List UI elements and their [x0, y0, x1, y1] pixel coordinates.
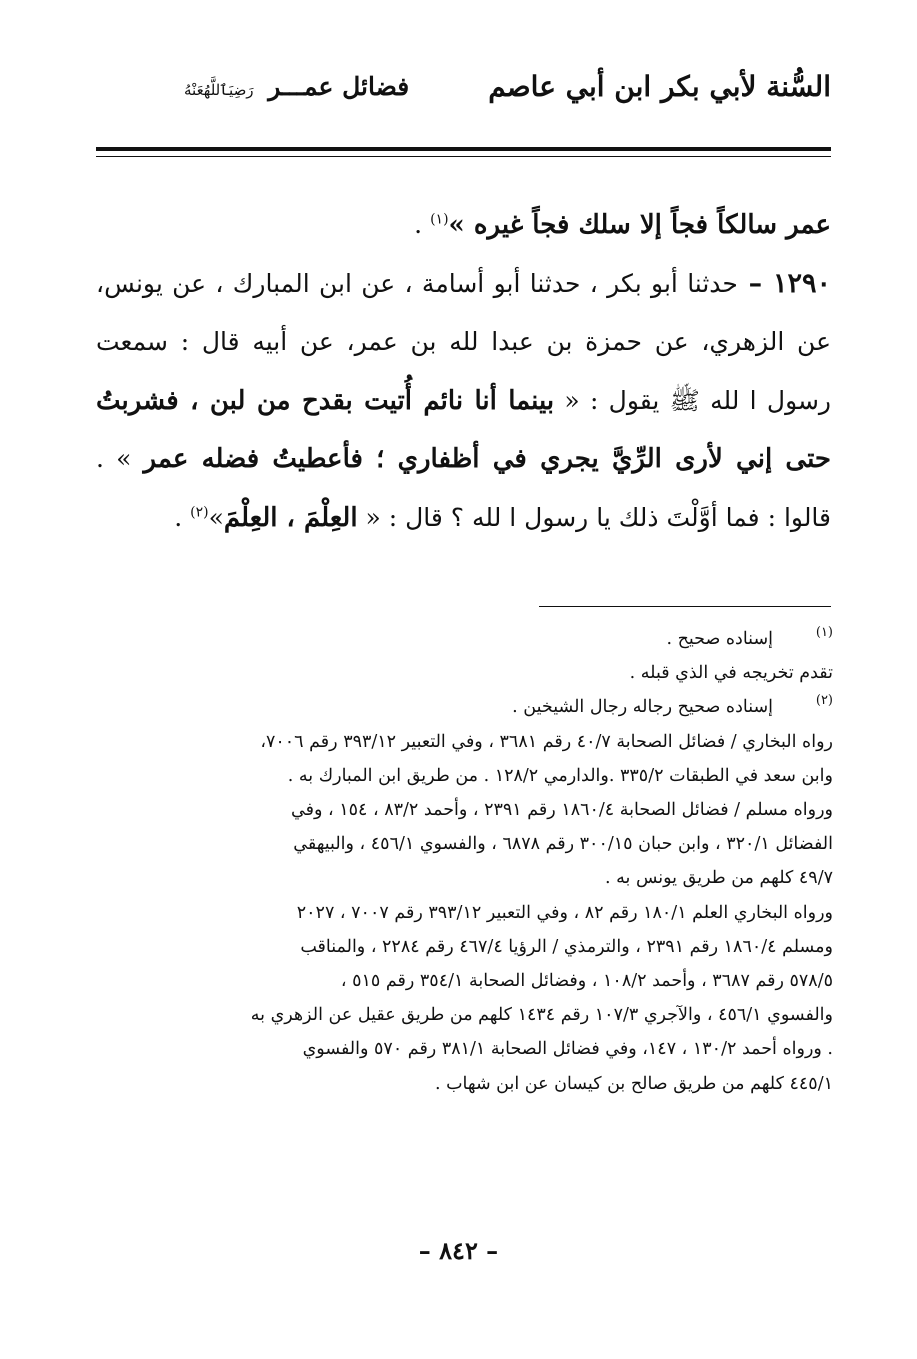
footnote-line: ٤٩/٧ كلهم من طريق يونس به . — [605, 868, 833, 889]
footnote-separator — [539, 606, 831, 607]
footnote-line: ٤٤٥/١ كلهم من طريق صالح بن كيسان عن ابن شهاب . — [434, 1073, 833, 1094]
final-end: . — [174, 502, 191, 532]
continuation-paragraph — [96, 196, 831, 255]
footnote-line: إسناده صحيح رجاله رجال الشيخين . — [512, 697, 773, 718]
footnote-line: . ورواه أحمد ١٣٠/٢ ، ١٤٧، وفي فضائل الصحابة ٣٨١/١ رقم ٥٧٠ والفسوي — [302, 1039, 833, 1060]
footnote-line: إسناده صحيح . — [666, 629, 773, 649]
book-title: السُّنة لأبي بكر ابن أبي عاصم — [488, 70, 831, 103]
continuation-text: عمر سالكاً فجاً إلا سلك فجاً غيره » — [448, 210, 831, 240]
running-header — [96, 66, 831, 112]
footnote-line: تقدم تخريجه في الذي قبله . — [629, 663, 833, 684]
answer-close: » — [208, 502, 224, 532]
footnote-line: ومسلم ١٨٦٠/٤ رقم ٢٣٩١ ، والترمذي / الرؤيا ٤٦٧/٤ رقم ٢٢٨٤ ، والمناقب — [300, 936, 833, 957]
footnote-line: الفضائل ٣٢٠/١ ، وابن حبان ٣٠٠/١٥ رقم ٦٨٧٨ ، والفسوي ٤٥٦/١ ، والبيهقي — [293, 834, 833, 855]
footnotes — [96, 622, 833, 1101]
header-rule-thick — [96, 147, 831, 151]
page-number: – ٨٤٢ – — [418, 1236, 499, 1265]
footnote-line: ورواه مسلم / فضائل الصحابة ١٨٦٠/٤ رقم ٢٣٩١ ، وأحمد ٨٣/٢ ، ١٥٤ ، وفي — [291, 800, 833, 821]
footnote-line: وابن سعد في الطبقات ٣٣٥/٢ .والدارمي ١٢٨/٢ . من طريق ابن المبارك به . — [287, 765, 833, 786]
header-rule-thin — [96, 156, 831, 157]
footnote-ref-2: (٢) — [190, 504, 209, 521]
footnote-line: ورواه البخاري العلم ١٨٠/١ رقم ٨٢ ، وفي التعبير ٣٩٣/١٢ رقم ٧٠٠٧ ، ٢٠٢٧ — [296, 902, 833, 923]
hadith-number: ١٢٩٠ – — [737, 267, 831, 299]
footnote-marker: (١) — [815, 625, 833, 640]
main-text — [96, 196, 831, 547]
prophet-text: بينما أنا نائم أُتيت بقدح من لبن ، فشربتُ حتى إني لأرى الرِّيَّ يجري في أظفاري ؛ فأعطيتُ فضله عمر — [96, 385, 831, 474]
answer-text: العِلْمَ ، العِلْمَ — [223, 502, 358, 533]
honorific-phrase: رَضِيَٱللَّهُعَنْهُ — [184, 81, 254, 99]
after-quote: » . قالوا : فما أوَّلْتَ ذلك يا رسول ا لله ؟ قال : « — [96, 444, 831, 532]
footnote-ref-1: (١) — [430, 211, 449, 228]
continuation-end: . — [414, 210, 431, 239]
footnote-1 — [96, 622, 833, 690]
footnote-line: رواه البخاري / فضائل الصحابة ٤٠/٧ رقم ٣٦٨١ ، وفي التعبير ٣٩٣/١٢ رقم ٧٠٠٦، — [260, 731, 833, 752]
footnote-marker: (٢) — [815, 693, 833, 709]
section-title: فضائل عمـــر — [268, 72, 410, 101]
chain-of-narration: حدثنا أبو بكر ، حدثنا أبو أسامة ، عن ابن المبارك ، عن يونس، عن الزهري، عن حمزة بن عبدا لله بن عمر، عن أبيه قال : سمعت رسول ا لله ﷺ يقول : « — [96, 268, 832, 415]
hadith-paragraph — [96, 255, 831, 548]
footnote-2 — [96, 690, 833, 1100]
section-title-group — [184, 72, 409, 101]
footnote-line: والفسوي ٤٥٦/١ ، والآجري ١٠٧/٣ رقم ١٤٣٤ كلهم من طريق عقيل عن الزهري به — [250, 1005, 833, 1026]
footnote-line: ٥٧٨/٥ رقم ٣٦٨٧ ، وأحمد ١٠٨/٢ ، وفضائل الصحابة ٣٥٤/١ رقم ٥١٥ ، — [340, 971, 833, 992]
